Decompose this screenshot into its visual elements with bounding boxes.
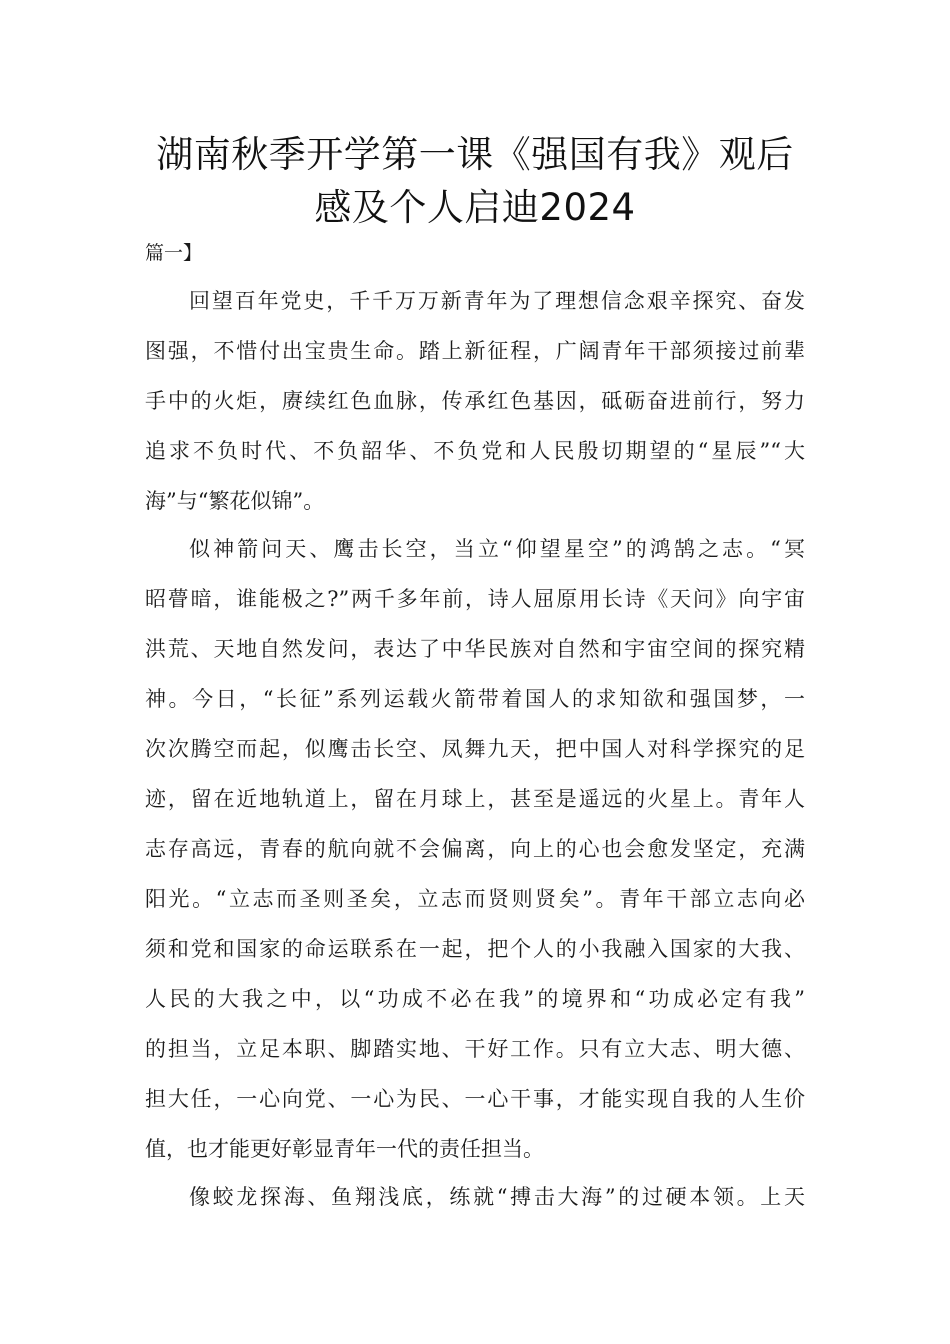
paragraph-line: 志存高远，青春的航向就不会偏离，向上的心也会愈发坚定，充满 xyxy=(145,837,805,861)
paragraph-1 xyxy=(145,276,805,526)
paragraph-line: 像蛟龙探海、鱼翔浅底，练就“搏击大海”的过硬本领。上天 xyxy=(189,1185,805,1209)
paragraph-line: 昭瞢暗，谁能极之?”两千多年前，诗人屈原用长诗《天问》向宇宙 xyxy=(145,587,805,611)
paragraph-line: 担大任，一心向党、一心为民、一心干事，才能实现自我的人生价 xyxy=(145,1087,805,1111)
paragraph-line: 迹，留在近地轨道上，留在月球上，甚至是遥远的火星上。青年人 xyxy=(145,787,805,811)
paragraph-line: 手中的火炬，赓续红色血脉，传承红色基因，砥砺奋进前行，努力 xyxy=(145,389,805,413)
paragraph-line: 追求不负时代、不负韶华、不负党和人民殷切期望的“星辰”“大 xyxy=(145,439,805,463)
paragraph-2 xyxy=(145,524,805,1174)
paragraph-line: 阳光。“立志而圣则圣矣，立志而贤则贤矣”。青年干部立志向必 xyxy=(145,887,805,911)
paragraph-line: 神。今日，“长征”系列运载火箭带着国人的求知欲和强国梦，一 xyxy=(145,687,805,711)
paragraph-3 xyxy=(145,1172,805,1222)
paragraph-line: 海”与“繁花似锦”。 xyxy=(145,489,325,513)
paragraph-line: 回望百年党史，千千万万新青年为了理想信念艰辛探究、奋发 xyxy=(189,289,805,313)
paragraph-line: 的担当，立足本职、脚踏实地、干好工作。只有立大志、明大德、 xyxy=(145,1037,805,1061)
paragraph-line: 人民的大我之中，以“功成不必在我”的境界和“功成必定有我” xyxy=(145,987,805,1011)
paragraph-line: 洪荒、天地自然发问，表达了中华民族对自然和宇宙空间的探究精 xyxy=(145,637,805,661)
title-line-1: 湖南秋季开学第一课《强国有我》观后 xyxy=(156,133,794,176)
title-line-2: 感及个人启迪2024 xyxy=(314,186,636,229)
paragraph-line: 值，也才能更好彰显青年一代的责任担当。 xyxy=(145,1137,544,1161)
document-title xyxy=(145,128,805,234)
section-label: 篇一】 xyxy=(145,242,203,264)
paragraph-line: 须和党和国家的命运联系在一起，把个人的小我融入国家的大我、 xyxy=(145,937,805,961)
paragraph-line: 图强，不惜付出宝贵生命。踏上新征程，广阔青年干部须接过前辈 xyxy=(145,339,805,363)
paragraph-line: 次次腾空而起，似鹰击长空、凤舞九天，把中国人对科学探究的足 xyxy=(145,737,805,761)
paragraph-line: 似神箭问天、鹰击长空，当立“仰望星空”的鸿鹄之志。“冥 xyxy=(189,537,805,561)
